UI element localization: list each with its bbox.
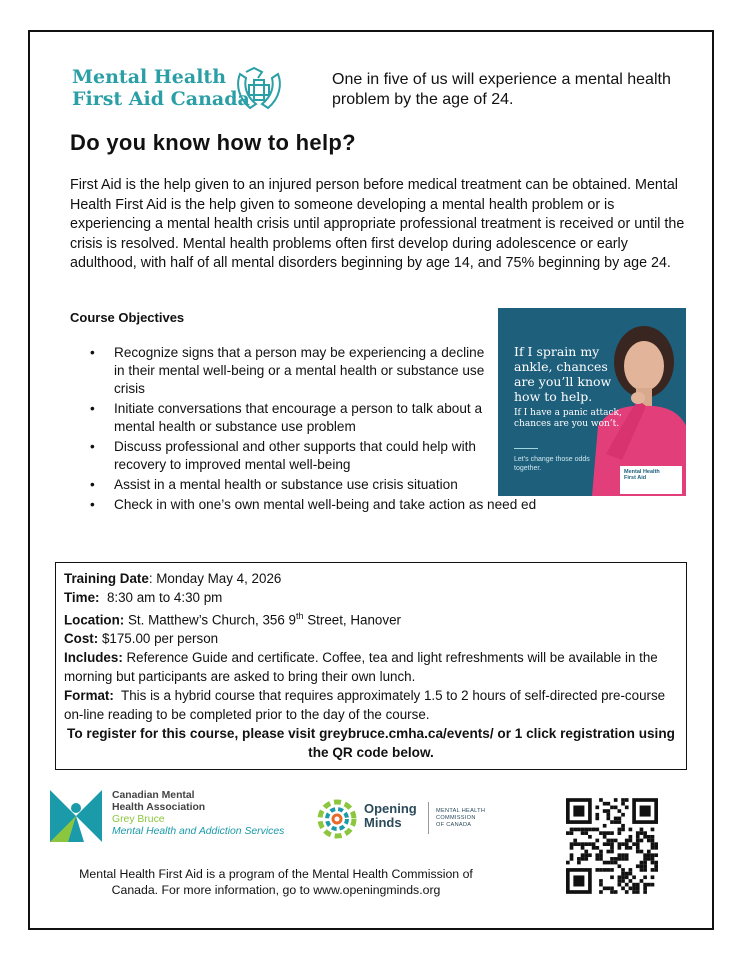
training-cost-label: Cost: <box>64 631 99 647</box>
commission-line1: MENTAL HEALTH <box>436 808 486 814</box>
mhfa-logo <box>72 66 287 114</box>
objectives-title: Course Objectives <box>70 310 185 325</box>
objective-item: • Initiate conversations that encourage a person to talk about a mental health or substance use problem <box>90 400 490 436</box>
promo-headline: If I sprain my ankle, chances are you’ll know how to help. <box>514 344 612 404</box>
training-format-line <box>64 686 678 724</box>
training-date: Monday May 4, 2026 <box>156 571 282 586</box>
training-time-label: Time: <box>64 590 100 605</box>
page-title: Do you know how to help? <box>70 130 356 155</box>
registration-text: To register for this course, please visit greybruce.cmha.ca/events/ or 1 click registration using the QR code below. <box>67 726 675 761</box>
training-includes-label: Includes: <box>64 650 123 666</box>
mhfa-logo-line1: Mental Health <box>72 66 227 88</box>
training-location-line <box>64 607 678 629</box>
training-includes-line <box>64 648 678 686</box>
training-includes: Reference Guide and certificate. Coffee, tea and light refreshments will be available in the morning but participants are asked to bring their own lunch. <box>64 650 658 685</box>
footer-text: Mental Health First Aid is a program of the Mental Health Commission of Canada. For more information, go to www.openingminds.org <box>79 867 473 897</box>
training-time: 8:30 am to 4:30 pm <box>106 590 223 605</box>
training-format: This is a hybrid course that requires approximately 1.5 to 2 hours of self-directed pre-course on-line reading to be completed prior to the day of the course. <box>64 688 666 723</box>
qr-code[interactable] <box>566 798 658 894</box>
training-location: St. Matthew’s Church, 356 9 <box>128 612 296 628</box>
promo-divider <box>514 448 538 449</box>
cmha-services: Mental Health and Addiction Services <box>112 826 285 837</box>
opening-minds-circle-icon <box>316 798 358 840</box>
hands-cross-icon <box>232 64 286 114</box>
training-info-box <box>55 562 687 770</box>
training-date-line: Training Date: Monday May 4, 2026 <box>64 571 282 586</box>
cmha-line1: Canadian Mental <box>112 790 195 801</box>
objective-item: • Check in with one’s own mental well-being and take action as need ed <box>90 496 600 514</box>
commission-line3: OF CANADA <box>436 822 472 828</box>
training-cost: $175.00 per person <box>101 631 219 647</box>
promo-mini-logo-text: Mental Health First Aid <box>624 469 660 481</box>
opening-minds-separator <box>428 802 429 834</box>
opening-minds-name1: Opening <box>364 801 417 816</box>
objective-item: • Recognize signs that a person may be experiencing a decline in their mental well-being or a mental health or substance use crisis <box>90 344 490 398</box>
training-location-rest: Street, Hanover <box>303 612 401 628</box>
cmha-mark-icon <box>50 790 102 842</box>
training-cost-line <box>64 629 678 648</box>
opening-minds-logo <box>316 798 496 840</box>
intro-paragraph: First Aid is the help given to an injured person before medical treatment can be obtained. Mental Health First Aid is the help given to someone developing a mental health problem or is experiencing a mental health crisis until appropriate professional treatment is received or until the crisis is resolved. Mental health problems often first develop during adolescence or early adulthood, with half of all mental disorders beginning by age 14, and 75% beginning by age 24. <box>70 177 685 271</box>
promo-subtext: If I have a panic attack, chances are you won’t. <box>514 408 622 429</box>
promo-image <box>498 308 686 496</box>
objective-item: • Assist in a mental health or substance use crisis situation <box>90 476 490 494</box>
mhfa-logo-line2: First Aid Canada <box>72 88 250 110</box>
commission-line2: COMMISSION <box>436 815 476 821</box>
tagline: One in five of us will experience a mental health problem by the age of 24. <box>332 71 671 108</box>
cmha-line2: Health Association <box>112 802 206 813</box>
training-location-label: Location: <box>64 612 125 628</box>
promo-odds: Let’s change those odds together. <box>514 456 590 472</box>
training-format-label: Format: <box>64 688 114 704</box>
cmha-branch: Grey Bruce <box>112 814 165 825</box>
promo-mini-logo <box>620 466 682 494</box>
objective-item: • Discuss professional and other supports that could help with recovery to improved mental well-being <box>90 438 490 474</box>
training-date-label: Training Date <box>64 571 149 586</box>
cmha-logo <box>50 790 310 846</box>
opening-minds-name2: Minds <box>364 815 402 830</box>
training-time-line <box>64 588 678 607</box>
training-location-sup: th <box>295 611 304 621</box>
